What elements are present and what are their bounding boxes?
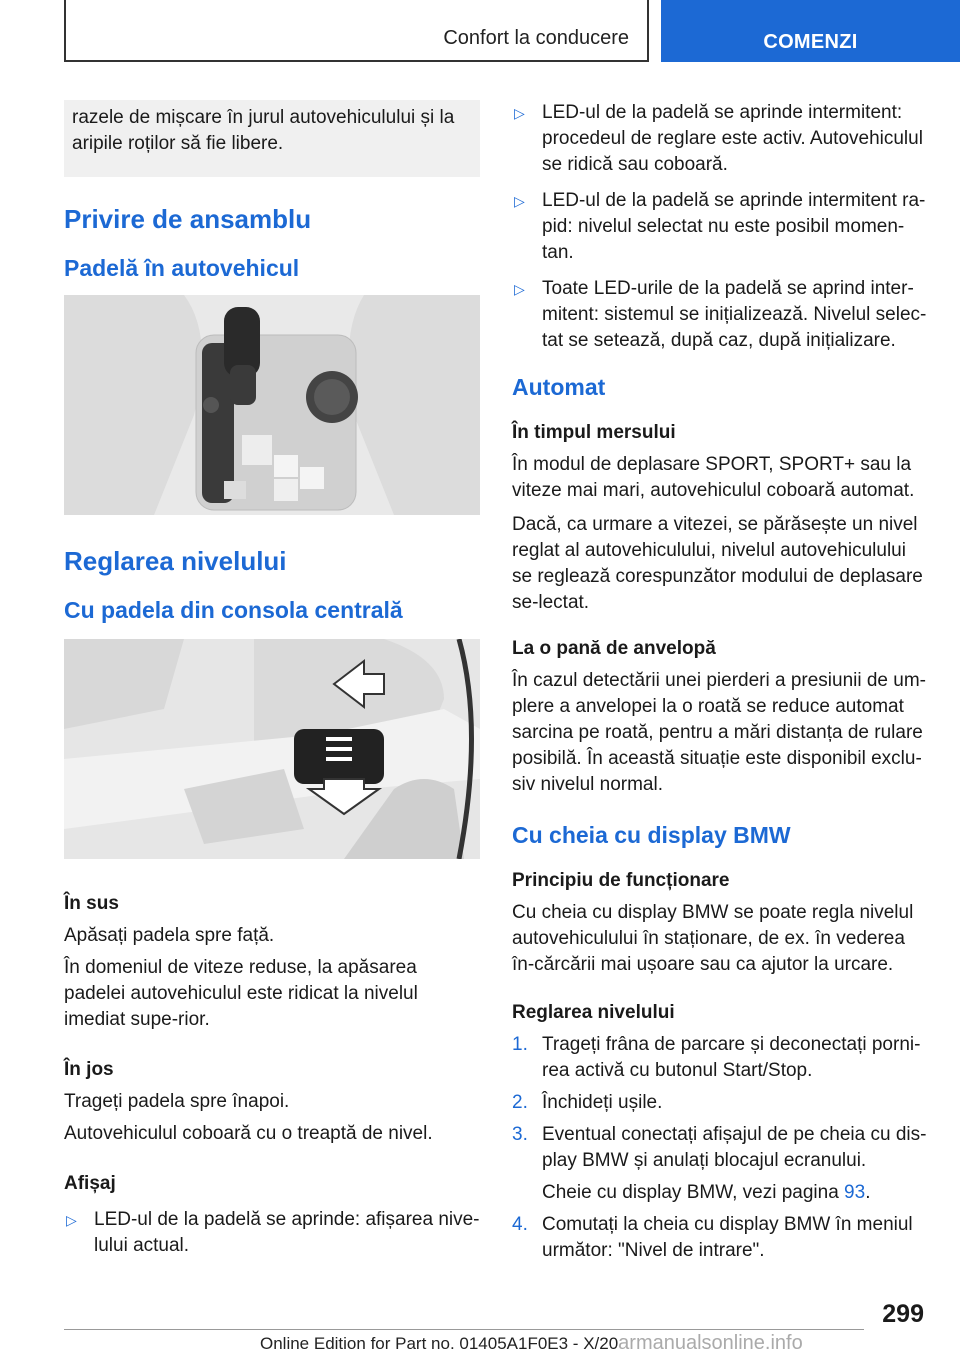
flat-tire-text: În cazul detectării unei pierderi a presiunii de um-plere a anvelopei la o roată se reduce automat sarcina pe roată, pentru a mări distanța de rulare posibilă. În această situație este disponibil exclu-siv nivelul normal. [512,670,926,795]
heading-center-console: Cu padela din consola centrală [64,597,403,623]
step-3-reference: Cheie cu display BMW, vezi pagina 93. [542,1182,871,1203]
triangle-bullet-icon: ▷ [514,281,525,297]
footer-text: Online Edition for Part no. 01405A1F0E3 - X/20 [260,1334,619,1353]
list-item: ▷ LED-ul de la padelă se aprinde: afișarea nive-lului actual. [66,1209,480,1256]
section-tab [64,0,649,62]
down-text-1: Trageți padela spre înapoi. [64,1091,290,1112]
triangle-bullet-icon: ▷ [514,105,525,121]
principle-heading: Principiu de funcționare [512,870,730,891]
step-item: 4. Comutați la cheia cu display BMW în meniul următor: "Nivel de intrare". [512,1214,913,1261]
watermark: armanualsonline.info [618,1332,803,1354]
down-heading: În jos [64,1059,114,1080]
principle-text: Cu cheia cu display BMW se poate regla nivelul autovehiculului în staționare, de ex. în vederea în-cărcării mai ușoare sau ca ajutor la urcare. [512,902,914,975]
list-item: ▷ Toate LED-urile de la padelă se aprind inter-mitent: sistemul se inițializează. Nivelul selec-tat se setează, după caz, după inițializare. [514,278,927,351]
page-header [0,0,960,66]
triangle-bullet-icon: ▷ [514,193,525,209]
page-number: 299 [882,1300,924,1328]
display-list-left [64,1207,480,1259]
heading-paddle: Padelă în autovehicul [64,255,300,281]
driving-heading: În timpul mersului [512,422,676,443]
heading-automatic: Automat [512,374,606,400]
right-column [512,100,928,1270]
display-heading: Afișaj [64,1173,116,1194]
paddle-console-photo [64,295,480,515]
list-item: ▷ LED-ul de la padelă se aprinde intermitent ra-pid: nivelul selectat nu este posibil momen-tan. [514,190,926,263]
up-text-1: Apăsați padela spre față. [64,925,275,946]
paddle-closeup-photo [64,639,480,859]
chapter-tab: COMENZI [661,0,960,62]
down-text-2: Autovehiculul coboară cu o treaptă de nivel. [64,1123,433,1144]
left-column [64,100,480,1269]
display-list-right [512,100,928,354]
step-item: 2. Închideți ușile. [512,1092,663,1113]
section-title: Confort la conducere [443,27,629,49]
adjust-heading: Reglarea nivelului [512,1002,675,1023]
list-item: ▷ LED-ul de la padelă se aprinde intermitent: procedeul de reglare este activ. Autovehiculul se ridică sau coboară. [514,102,923,175]
up-text-2: În domeniul de viteze reduse, la apăsarea padelei autovehiculul este ridicat la nivelul imediat supe-rior. [64,957,418,1030]
up-heading: În sus [64,893,119,914]
heading-overview: Privire de ansamblu [64,204,312,234]
heading-display-key: Cu cheia cu display BMW [512,822,791,848]
driving-text-2: Dacă, ca urmare a vitezei, se părăsește un nivel reglat al autovehiculului, nivelul autovehiculului se reglează corespunzător modului de deplasare se-lectat. [512,514,923,613]
step-item: 3. Eventual conectați afișajul de pe cheia cu dis-play BMW și anulați blocajul ecranului. Cheie cu display BMW, vezi pagina 93. [512,1122,928,1206]
driving-text-1: În modul de deplasare SPORT, SPORT+ sau la viteze mai mari, autovehiculul coboară automat. [512,454,915,501]
heading-level-adjust: Reglarea nivelului [64,546,287,576]
triangle-bullet-icon: ▷ [66,1212,77,1228]
step-item: 1. Trageți frâna de parcare și deconectați porni-rea activă cu butonul Start/Stop. [512,1034,921,1081]
steps-list [512,1032,928,1264]
page-link[interactable]: 93 [844,1182,866,1203]
footer [260,1332,803,1355]
flat-tire-heading: La o pană de anvelopă [512,638,716,659]
footer-divider [64,1329,864,1330]
continued-note: razele de mișcare în jurul autovehiculului și la aripile roților să fie libere. [64,100,480,177]
